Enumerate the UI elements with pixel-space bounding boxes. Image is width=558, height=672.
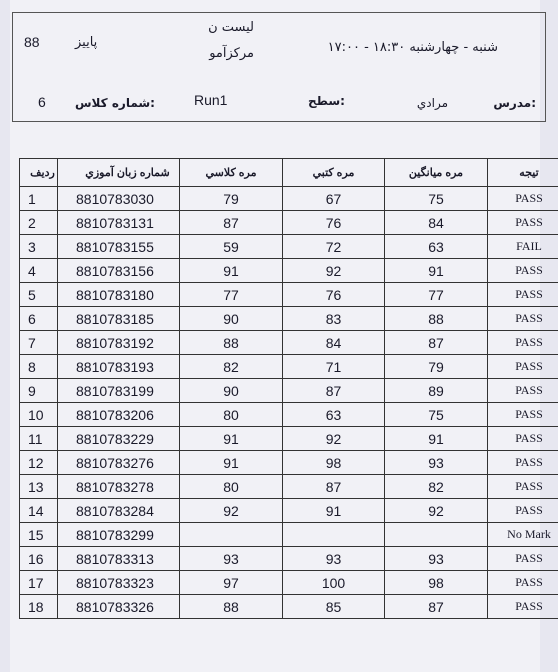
- result-cell: FAIL: [488, 235, 558, 259]
- result-cell: PASS: [488, 475, 558, 499]
- row-number-cell: 9: [20, 379, 58, 403]
- table-row: [20, 331, 558, 355]
- average-score-cell: 75: [385, 403, 488, 427]
- class-score-cell: 91: [180, 427, 283, 451]
- student-id-cell: 8810783030: [58, 187, 180, 211]
- student-id-cell: 8810783229: [58, 427, 180, 451]
- student-id-cell: 8810783192: [58, 331, 180, 355]
- result-cell: PASS: [488, 571, 558, 595]
- result-cell: PASS: [488, 211, 558, 235]
- table-row: [20, 403, 558, 427]
- table-header-row: [20, 159, 558, 187]
- result-cell: PASS: [488, 259, 558, 283]
- grades-table: [19, 158, 558, 619]
- table-row: [20, 427, 558, 451]
- row-number-cell: 18: [20, 595, 58, 619]
- class-number-label: شماره کلاس:: [75, 96, 155, 110]
- written-score-cell: 67: [283, 187, 385, 211]
- average-score-cell: 88: [385, 307, 488, 331]
- average-score-cell: 79: [385, 355, 488, 379]
- written-score-cell: 100: [283, 571, 385, 595]
- table-row: [20, 307, 558, 331]
- result-cell: PASS: [488, 307, 558, 331]
- student-id-cell: 8810783199: [58, 379, 180, 403]
- average-score-cell: 91: [385, 259, 488, 283]
- student-id-cell: 8810783326: [58, 595, 180, 619]
- class-score-cell: 88: [180, 595, 283, 619]
- table-row: [20, 523, 558, 547]
- written-score-cell: 87: [283, 475, 385, 499]
- row-number-cell: 4: [20, 259, 58, 283]
- table-row: [20, 571, 558, 595]
- written-score-cell: 76: [283, 283, 385, 307]
- row-number-cell: 2: [20, 211, 58, 235]
- term-number: 88: [24, 34, 40, 50]
- student-id-cell: 8810783156: [58, 259, 180, 283]
- written-score-cell: 98: [283, 451, 385, 475]
- row-number-cell: 10: [20, 403, 58, 427]
- result-cell: PASS: [488, 283, 558, 307]
- level-value: Run1: [194, 92, 228, 108]
- table-row: [20, 283, 558, 307]
- result-cell: No Mark: [488, 523, 558, 547]
- written-score-cell: 92: [283, 427, 385, 451]
- average-score-cell: 84: [385, 211, 488, 235]
- student-id-cell: 8810783323: [58, 571, 180, 595]
- written-score-cell: 91: [283, 499, 385, 523]
- column-header-average-score: مره ميانگين: [385, 159, 488, 187]
- center-name: مرکزآمو: [209, 46, 254, 61]
- average-score-cell: 82: [385, 475, 488, 499]
- result-cell: PASS: [488, 403, 558, 427]
- class-score-cell: 91: [180, 259, 283, 283]
- written-score-cell: 92: [283, 259, 385, 283]
- table-row: [20, 547, 558, 571]
- student-id-cell: 8810783278: [58, 475, 180, 499]
- class-score-cell: 80: [180, 403, 283, 427]
- class-score-cell: 80: [180, 475, 283, 499]
- student-id-cell: 8810783193: [58, 355, 180, 379]
- class-score-cell: 91: [180, 451, 283, 475]
- instructor-label: مدرس:: [493, 96, 536, 110]
- class-score-cell: 92: [180, 499, 283, 523]
- row-number-cell: 6: [20, 307, 58, 331]
- table-row: [20, 499, 558, 523]
- written-score-cell: [283, 523, 385, 547]
- row-number-cell: 14: [20, 499, 58, 523]
- average-score-cell: 63: [385, 235, 488, 259]
- student-id-cell: 8810783206: [58, 403, 180, 427]
- student-id-cell: 8810783276: [58, 451, 180, 475]
- written-score-cell: 84: [283, 331, 385, 355]
- class-score-cell: 77: [180, 283, 283, 307]
- average-score-cell: 93: [385, 547, 488, 571]
- result-cell: PASS: [488, 547, 558, 571]
- class-schedule: شنبه - چهارشنبه ۱۸:۳۰ - ۱۷:۰۰: [327, 40, 498, 55]
- class-score-cell: 90: [180, 307, 283, 331]
- average-score-cell: 75: [385, 187, 488, 211]
- row-number-cell: 16: [20, 547, 58, 571]
- result-cell: PASS: [488, 355, 558, 379]
- season: پاییز: [75, 35, 98, 50]
- average-score-cell: [385, 523, 488, 547]
- result-cell: PASS: [488, 451, 558, 475]
- level-label: سطح:: [308, 94, 345, 108]
- written-score-cell: 85: [283, 595, 385, 619]
- table-row: [20, 235, 558, 259]
- average-score-cell: 93: [385, 451, 488, 475]
- result-cell: PASS: [488, 427, 558, 451]
- written-score-cell: 87: [283, 379, 385, 403]
- written-score-cell: 71: [283, 355, 385, 379]
- column-header-class-score: مره كلاسي: [180, 159, 283, 187]
- class-score-cell: 90: [180, 379, 283, 403]
- average-score-cell: 89: [385, 379, 488, 403]
- row-number-cell: 1: [20, 187, 58, 211]
- row-number-cell: 8: [20, 355, 58, 379]
- row-number-cell: 13: [20, 475, 58, 499]
- row-number-cell: 5: [20, 283, 58, 307]
- table-row: [20, 211, 558, 235]
- class-score-cell: 59: [180, 235, 283, 259]
- student-id-cell: 8810783284: [58, 499, 180, 523]
- class-score-cell: 88: [180, 331, 283, 355]
- class-score-cell: 87: [180, 211, 283, 235]
- average-score-cell: 91: [385, 427, 488, 451]
- row-number-cell: 11: [20, 427, 58, 451]
- average-score-cell: 87: [385, 331, 488, 355]
- student-id-cell: 8810783313: [58, 547, 180, 571]
- table-row: [20, 355, 558, 379]
- table-row: [20, 451, 558, 475]
- instructor-name: مرادي: [416, 96, 448, 110]
- table-row: [20, 379, 558, 403]
- table-row: [20, 475, 558, 499]
- row-number-cell: 17: [20, 571, 58, 595]
- table-row: [20, 187, 558, 211]
- row-number-cell: 15: [20, 523, 58, 547]
- average-score-cell: 92: [385, 499, 488, 523]
- average-score-cell: 87: [385, 595, 488, 619]
- class-score-cell: [180, 523, 283, 547]
- student-id-cell: 8810783180: [58, 283, 180, 307]
- student-id-cell: 8810783185: [58, 307, 180, 331]
- average-score-cell: 98: [385, 571, 488, 595]
- class-score-cell: 82: [180, 355, 283, 379]
- result-cell: PASS: [488, 187, 558, 211]
- table-row: [20, 259, 558, 283]
- class-score-cell: 97: [180, 571, 283, 595]
- result-cell: PASS: [488, 595, 558, 619]
- table-row: [20, 595, 558, 619]
- average-score-cell: 77: [385, 283, 488, 307]
- class-score-cell: 79: [180, 187, 283, 211]
- document-title: لیست ن: [208, 20, 254, 35]
- result-cell: PASS: [488, 499, 558, 523]
- written-score-cell: 63: [283, 403, 385, 427]
- student-id-cell: 8810783155: [58, 235, 180, 259]
- column-header-result: تيجه: [488, 159, 558, 187]
- result-cell: PASS: [488, 379, 558, 403]
- column-header-row-number: رديف: [20, 159, 58, 187]
- row-number-cell: 7: [20, 331, 58, 355]
- row-number-cell: 12: [20, 451, 58, 475]
- written-score-cell: 83: [283, 307, 385, 331]
- result-cell: PASS: [488, 331, 558, 355]
- column-header-written-score: مره كتبي: [283, 159, 385, 187]
- written-score-cell: 93: [283, 547, 385, 571]
- student-id-cell: 8810783299: [58, 523, 180, 547]
- written-score-cell: 72: [283, 235, 385, 259]
- row-number-cell: 3: [20, 235, 58, 259]
- class-score-cell: 93: [180, 547, 283, 571]
- column-header-student-id: شماره زبان آموزي: [58, 159, 180, 187]
- class-number-value: 6: [38, 94, 46, 110]
- written-score-cell: 76: [283, 211, 385, 235]
- student-id-cell: 8810783131: [58, 211, 180, 235]
